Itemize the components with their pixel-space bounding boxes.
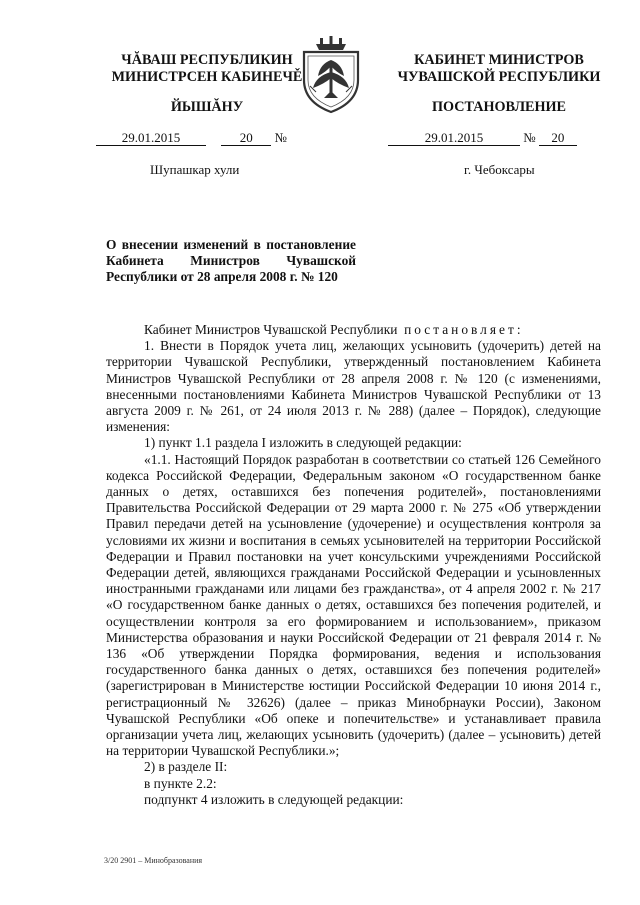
header-chuvash-line1: ЧĂВАШ РЕСПУБЛИКИН	[121, 52, 293, 68]
date-russian: 29.01.2015	[388, 130, 520, 146]
date-number-chuvash	[96, 130, 287, 146]
number-russian: 20	[539, 130, 577, 146]
coat-of-arms-icon	[296, 36, 366, 114]
document-body	[106, 322, 601, 808]
body-paragraph-5: в пункте 2.2:	[144, 775, 217, 791]
body-paragraph-2: 1) пункт 1.1 раздела I изложить в следующей редакции:	[144, 435, 462, 451]
body-paragraph-4: 2) в разделе II:	[144, 759, 228, 775]
place-russian: г. Чебоксары	[464, 162, 535, 177]
body-paragraph-6: подпункт 4 изложить в следующей редакции:	[144, 791, 404, 807]
date-chuvash: 29.01.2015	[96, 130, 206, 146]
header-chuvash-line2: МИНИСТРСЕН КАБИНЕЧĚ	[111, 69, 303, 85]
body-paragraph-1: 1. Внести в Порядок учета лиц, желающих усыновить (удочерить) детей на территории Чувашской Республики, утвержденный постановлением Кабинета Министров Чувашской Республики от 28 апреля 2008 г. № 120 (с изменениями, внесенными постановлениями Кабинета Министров Чувашской Республики от 13 августа 2009 г. № 261, от 24 июля 2013 г. № 288) (далее – Порядок), следующие изменения:	[106, 338, 601, 435]
body-intro	[106, 322, 601, 338]
number-chuvash: 20	[221, 130, 271, 146]
body-paragraph-3: «1.1. Настоящий Порядок разработан в соответствии со статьей 126 Семейного кодекса Российской Федерации, Федеральным законом «О государственном банке данных о детях, оставшихся без попечения родителей», постановлениями Правительства Российской Федерации от 29 марта 2000 г. № 275 «Об утверждении Правил передачи детей на усыновление (удочерение) и осуществления контроля за условиями их жизни и воспитания в семьях усыновителей на территории Российской Федерации и Правил постановки на учет консульскими учреждениями Российской Федерации детей, являющихся гражданами Российской Федерации и усыновленных иностранными гражданами или лицами без гражданства», от 4 апреля 2002 г. № 217 «О государственном банке данных о детях, оставшихся без попечения родителей, и осуществлении контроля за его формированием и использованием», приказом Министерства образования и науки Российской Федерации от 21 февраля 2014 г. № 136 «Об утверждении Порядка формирования, ведения и использования государственного банка данных о детях, оставшихся без попечения родителей» (зарегистрирован в Министерстве юстиции Российской Федерации 10 июня 2014 г., регистрационный № 32626) (далее – приказ Минобрнауки России), Законом Чувашской Республики «Об опеке и попечительстве» и устанавливает правила организации учета лиц, желающих усыновить (удочерить) (далее – усыновить) детей на территории Чувашской Республики.»;	[106, 451, 601, 759]
date-number-russian	[388, 130, 577, 146]
body-intro-subject: Кабинет Министров Чувашской Республики	[144, 322, 398, 337]
header-russian-line1: КАБИНЕТ МИНИСТРОВ	[414, 52, 584, 68]
header-chuvash	[92, 52, 322, 115]
number-sign-chuvash: №	[274, 130, 287, 145]
header-chuvash-doc-type: ЙЫШĂНУ	[170, 99, 244, 115]
number-sign-russian: №	[523, 130, 536, 145]
header-russian-doc-type: ПОСТАНОВЛЕНИЕ	[431, 99, 567, 115]
place-chuvash: Шупашкар хули	[150, 162, 240, 177]
header-russian-line2: ЧУВАШСКОЙ РЕСПУБЛИКИ	[397, 69, 601, 85]
footer-code: 3/20 2901 – Минобразования	[104, 856, 203, 865]
body-intro-verb: постановляет:	[404, 322, 524, 337]
document-subject: О внесении изменений в постановление Кабинета Министров Чувашской Республики от 28 апреля 2008 г. № 120	[106, 237, 356, 284]
header-russian	[392, 52, 606, 115]
